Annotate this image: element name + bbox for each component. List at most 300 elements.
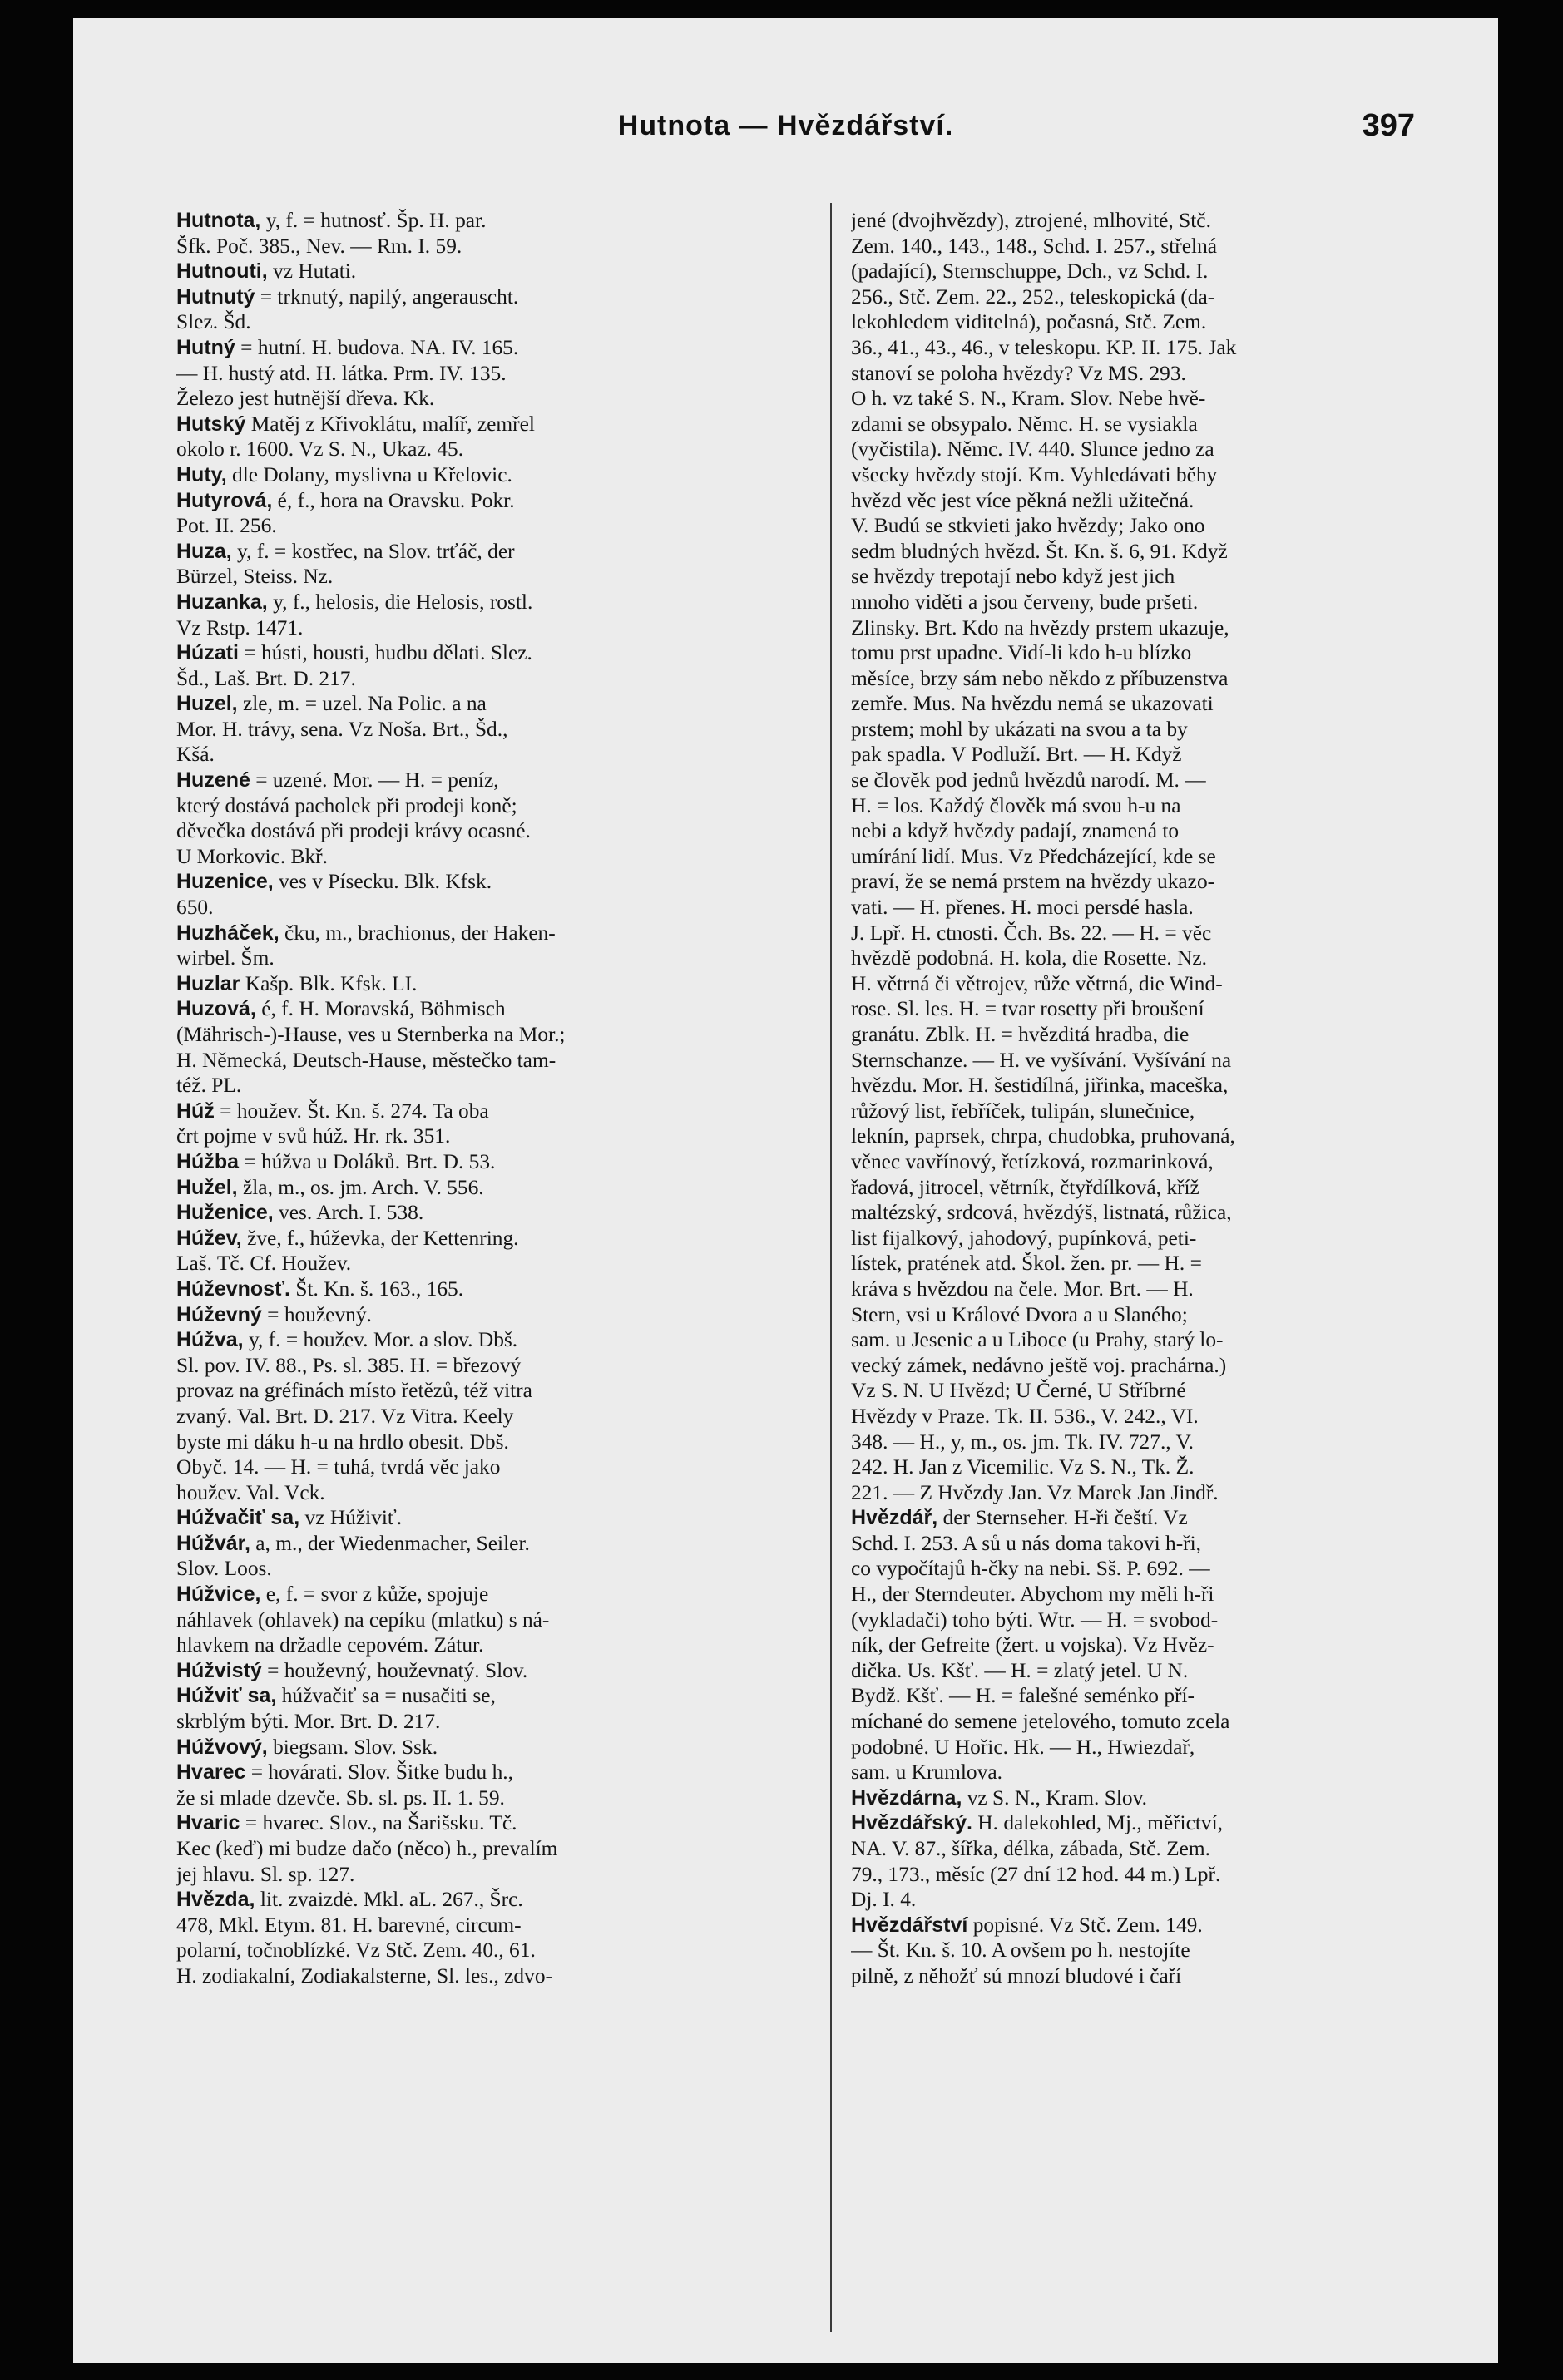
entry-text: (padající), Sternschuppe, Dch., vz Schd. I. <box>851 259 1209 284</box>
entry-text: = trknutý, napilý, angerauscht. <box>255 284 519 309</box>
entry-text: biegsam. Slov. Ssk. <box>267 1735 438 1759</box>
entry-line <box>851 717 1408 743</box>
dictionary-entry <box>176 1175 817 1201</box>
entry-line <box>851 1582 1408 1607</box>
entry-text: co vypočítajů h-čky na nebi. Sš. P. 692. — <box>851 1557 1210 1581</box>
entry-line <box>851 921 1408 946</box>
entry-headword: Húževnosť. <box>176 1276 290 1301</box>
entry-line <box>176 1556 817 1582</box>
entry-text: Dj. I. 4. <box>851 1888 917 1912</box>
entry-text: též. PL. <box>176 1074 242 1098</box>
entry-line <box>851 590 1408 615</box>
entry-line <box>851 869 1408 895</box>
dictionary-entry <box>176 1505 817 1531</box>
entry-text: že si mlade dzevče. Sb. sl. ps. II. 1. 59. <box>176 1785 505 1810</box>
entry-headword: Hvězdářství <box>851 1913 968 1937</box>
entry-line <box>851 666 1408 692</box>
entry-line <box>176 1963 817 1989</box>
entry-headword: Húževný <box>176 1302 262 1326</box>
entry-line <box>176 488 817 514</box>
entry-line <box>851 1480 1408 1506</box>
entry-line <box>851 564 1408 590</box>
entry-line <box>176 1810 817 1836</box>
dictionary-entry <box>176 208 817 259</box>
entry-text: byste mi dáku h-u na hrdlo obesit. Dbš. <box>176 1429 509 1454</box>
entry-text: Zlinsky. Brt. Kdo na hvězdy prstem ukazuje, <box>851 615 1229 639</box>
entry-line <box>851 234 1408 259</box>
entry-line <box>851 259 1408 284</box>
entry-text: Šfk. Poč. 385., Nev. — Rm. I. 59. <box>176 234 462 258</box>
entry-text: měsíce, brzy sám nebo někdo z příbuzenstva <box>851 666 1229 690</box>
entry-headword: Hvězdárna, <box>851 1785 962 1810</box>
entry-line <box>176 895 817 921</box>
entry-line <box>176 1887 817 1913</box>
entry-line <box>176 793 817 819</box>
entry-line <box>851 1810 1408 1836</box>
entry-line <box>851 1531 1408 1557</box>
entry-text: Obyč. 14. — H. = tuhá, tvrdá věc jako <box>176 1455 501 1479</box>
dictionary-entry <box>176 768 817 869</box>
entry-text: Bürzel, Steiss. Nz. <box>176 565 334 589</box>
entry-text: H. Německá, Deutsch-Hause, městečko tam- <box>176 1048 556 1072</box>
entry-line <box>176 691 817 717</box>
entry-text: Vz Rstp. 1471. <box>176 615 304 639</box>
entry-text: dička. Us. Kšť. — H. = zlatý jetel. U N. <box>851 1658 1189 1682</box>
entry-text: Mor. H. trávy, sena. Vz Noša. Brt., Šd., <box>176 717 508 741</box>
entry-text: 221. — Z Hvězdy Jan. Vz Marek Jan Jindř. <box>851 1480 1219 1504</box>
entry-line <box>851 1048 1408 1074</box>
page-number: 397 <box>1362 108 1415 143</box>
entry-text: Kašp. Blk. Kfsk. LI. <box>240 971 418 995</box>
entry-text: růžový list, řebříček, tulipán, slunečnice, <box>851 1099 1195 1123</box>
entry-text: děvečka dostává při prodeji krávy ocasné. <box>176 819 531 843</box>
entry-line <box>851 768 1408 793</box>
entry-text: = hutní. H. budova. NA. IV. 165. <box>235 335 519 359</box>
entry-headword: Huza, <box>176 539 232 563</box>
entry-text: Matěj z Křivoklátu, malíř, zemřel <box>245 412 535 436</box>
entry-line <box>176 869 817 895</box>
entry-text: který dostává pacholek při prodeji koně; <box>176 793 517 817</box>
entry-line <box>851 335 1408 361</box>
dictionary-entry <box>176 1200 817 1226</box>
dictionary-entry <box>176 488 817 539</box>
entry-headword: Huty, <box>176 462 227 486</box>
dictionary-entry <box>176 1302 817 1328</box>
dictionary-entry <box>176 1810 817 1887</box>
entry-text: Pot. II. 256. <box>176 514 277 538</box>
entry-text: = uzené. Mor. — H. = peníz, <box>250 768 499 793</box>
entry-line <box>851 1175 1408 1201</box>
entry-text: 478, Mkl. Etym. 81. H. barevné, circum- <box>176 1913 522 1937</box>
entry-headword: Huzenice, <box>176 870 274 894</box>
entry-line <box>176 1353 817 1379</box>
dictionary-entry <box>176 259 817 284</box>
entry-headword: Hutnota, <box>176 209 261 232</box>
scan-border-left <box>0 0 73 2380</box>
entry-text: = houževný, houževnatý. Slov. <box>261 1658 528 1682</box>
dictionary-entry <box>176 1887 817 1988</box>
entry-text: Schd. I. 253. A sů u nás doma takovi h-ři, <box>851 1531 1202 1555</box>
entry-headword: Húžvačiť sa, <box>176 1506 300 1530</box>
entry-text: = húžva u Doláků. Brt. D. 53. <box>239 1149 496 1173</box>
entry-text: vz Húživiť. <box>299 1506 403 1530</box>
entry-line <box>851 1200 1408 1226</box>
entry-line <box>176 1531 817 1557</box>
entry-text: pilně, z něhožť sú mnozí bludové i čaří <box>851 1963 1182 1987</box>
dictionary-entry <box>176 1099 817 1149</box>
entry-headword: Húž <box>176 1099 215 1123</box>
entry-text: = hvarec. Slov., na Šarišsku. Tč. <box>240 1811 517 1835</box>
entry-text: podobné. U Hořic. Hk. — H., Hwiezdař, <box>851 1735 1195 1759</box>
entry-line <box>851 284 1408 310</box>
entry-text: umírání lidí. Mus. Vz Předcházející, kde se <box>851 844 1216 868</box>
entry-text: sam. u Krumlova. <box>851 1760 1002 1785</box>
dictionary-entry <box>851 1505 1408 1785</box>
entry-line <box>851 946 1408 971</box>
entry-line <box>176 259 817 284</box>
entry-line <box>176 717 817 743</box>
entry-text: 348. — H., y, m., os. jm. Tk. IV. 727., V. <box>851 1429 1194 1454</box>
entry-line <box>176 1226 817 1252</box>
entry-line <box>851 1123 1408 1149</box>
dictionary-entry <box>176 284 817 335</box>
entry-line <box>176 539 817 565</box>
dictionary-entry <box>176 869 817 920</box>
scan-border-top <box>0 0 1563 18</box>
entry-line <box>176 1251 817 1276</box>
entry-headword: Húzati <box>176 641 239 665</box>
entry-line <box>176 590 817 615</box>
entry-text: jené (dvojhvězdy), ztrojené, mlhovité, Stč. <box>851 209 1211 232</box>
entry-text: dle Dolany, myslivna u Křelovic. <box>226 462 512 486</box>
entry-line <box>851 1556 1408 1582</box>
entry-line <box>176 284 817 310</box>
entry-line <box>851 1404 1408 1429</box>
entry-line <box>851 1938 1408 1963</box>
entry-text: polarní, točnoblízké. Vz Stč. Zem. 40., 61. <box>176 1938 536 1963</box>
dictionary-entry <box>176 921 817 971</box>
entry-line <box>176 234 817 259</box>
dictionary-entry <box>176 1582 817 1658</box>
entry-headword: Hutnouti, <box>176 259 268 284</box>
dictionary-entry <box>176 412 817 462</box>
entry-text: ves v Písecku. Blk. Kfsk. <box>273 870 492 894</box>
entry-text: húžvačiť sa = nusačiti se, <box>276 1684 496 1708</box>
entry-line <box>176 1276 817 1302</box>
entry-line <box>176 513 817 539</box>
dictionary-entry <box>176 1760 817 1810</box>
entry-headword: Huzháček, <box>176 921 279 945</box>
entry-text: J. Lpř. H. ctnosti. Čch. Bs. 22. — H. = věc <box>851 921 1212 945</box>
entry-text: řadová, jitrocel, větrník, čtyřdílková, kříž <box>851 1175 1199 1199</box>
entry-text: vecký zámek, nedávno ještě voj. prachárna.) <box>851 1353 1227 1377</box>
entry-text: der Sternseher. H-ři čeští. Vz <box>937 1506 1188 1530</box>
entry-text: y, f. = hutnosť. Šp. H. par. <box>260 209 487 232</box>
entry-text: stanoví se poloha hvězdy? Vz MS. 293. <box>851 361 1186 385</box>
entry-text: skrblým býti. Mor. Brt. D. 217. <box>176 1710 441 1734</box>
entry-line <box>851 208 1408 234</box>
right-column <box>851 208 1408 1989</box>
entry-text: Vz S. N. U Hvězd; U Černé, U Stříbrné <box>851 1379 1186 1403</box>
entry-line <box>176 1607 817 1633</box>
entry-text: NA. V. 87., šířka, délka, zábada, Stč. Zem. <box>851 1837 1211 1860</box>
entry-text: Sternschanze. — H. ve vyšívání. Vyšívání na <box>851 1048 1232 1072</box>
entry-text: 36., 41., 43., 46., v teleskopu. KP. II. 175. Jak <box>851 335 1237 359</box>
entry-line <box>176 1378 817 1404</box>
entry-headword: Hvaric <box>176 1811 240 1835</box>
entry-line <box>176 335 817 361</box>
entry-text: H. dalekohled, Mj., měřictví, <box>972 1811 1224 1835</box>
entry-line <box>176 971 817 997</box>
entry-text: H. větrná či větrojev, růže větrná, die Wind- <box>851 971 1223 995</box>
entry-line <box>176 1454 817 1480</box>
entry-line <box>176 818 817 844</box>
entry-line <box>176 996 817 1022</box>
entry-headword: Hutný <box>176 335 235 359</box>
entry-line <box>176 1123 817 1149</box>
entry-headword: Huzené <box>176 768 250 793</box>
entry-text: wirbel. Šm. <box>176 946 275 970</box>
column-divider <box>830 203 832 2332</box>
dictionary-entry <box>176 539 817 590</box>
entry-headword: Hutyrová, <box>176 488 273 512</box>
entry-headword: Húžev, <box>176 1226 242 1250</box>
entry-text: žve, f., húževka, der Kettenring. <box>241 1226 519 1250</box>
entry-line <box>851 1149 1408 1175</box>
entry-line <box>851 615 1408 641</box>
dictionary-entry <box>176 1735 817 1760</box>
entry-text: hvězdě podobná. H. kola, die Rosette. Nz. <box>851 946 1207 970</box>
entry-line <box>176 1683 817 1709</box>
entry-line <box>176 386 817 412</box>
entry-text: hlavkem na držadle cepovém. Zátur. <box>176 1633 484 1657</box>
entry-line <box>851 462 1408 488</box>
entry-line <box>851 412 1408 437</box>
entry-text: pak spadla. V Podluží. Brt. — H. Když <box>851 743 1182 767</box>
entry-headword: Hutnutý <box>176 284 255 309</box>
entry-line <box>851 1022 1408 1048</box>
entry-text: se hvězdy trepotají nebo když jest jich <box>851 565 1175 589</box>
entry-text: 79., 173., měsíc (27 dní 12 hod. 44 m.) Lpř. <box>851 1862 1221 1886</box>
entry-line <box>176 1175 817 1201</box>
entry-headword: Hvarec <box>176 1760 246 1785</box>
entry-headword: Huzanka, <box>176 590 268 614</box>
entry-text: H., der Sterndeuter. Abychom my měli h-ři <box>851 1583 1214 1607</box>
entry-line <box>176 1658 817 1684</box>
dictionary-entry <box>176 590 817 640</box>
entry-headword: Húžviť sa, <box>176 1684 277 1708</box>
entry-line <box>176 1302 817 1328</box>
entry-text: maltézský, srdcová, hvězdýš, listnatá, růžica, <box>851 1201 1232 1225</box>
entry-line <box>851 488 1408 514</box>
entry-text: = hústi, housti, hudbu dělati. Slez. <box>239 641 532 665</box>
entry-line <box>176 462 817 488</box>
entry-text: lístek, pratének atd. Škol. žen. pr. — H. = <box>851 1252 1202 1276</box>
entry-line <box>851 818 1408 844</box>
entry-headword: Húžvistý <box>176 1658 262 1682</box>
entry-line <box>176 1785 817 1811</box>
entry-headword: Huzlar <box>176 971 240 995</box>
entry-line <box>851 691 1408 717</box>
entry-text: y, f. = kostřec, na Slov. trťáč, der <box>231 539 515 563</box>
entry-line <box>176 640 817 666</box>
entry-text: Hvězdy v Praze. Tk. II. 536., V. 242., VI. <box>851 1404 1199 1428</box>
entry-text: 256., Stč. Zem. 22., 252., teleskopická (da- <box>851 284 1215 309</box>
entry-line <box>176 412 817 437</box>
entry-text: U Morkovic. Bkř. <box>176 844 328 868</box>
entry-line <box>851 1226 1408 1252</box>
entry-line <box>176 921 817 946</box>
entry-line <box>851 895 1408 921</box>
entry-text: list fijalkový, jahodový, pupínková, peti- <box>851 1226 1197 1250</box>
entry-line <box>176 1327 817 1353</box>
entry-text: ník, der Gefreite (žert. u vojska). Vz Hvěz- <box>851 1633 1214 1657</box>
entry-text: Laš. Tč. Cf. Houžev. <box>176 1252 352 1276</box>
entry-text: lekohledem viditelná), počasná, Stč. Zem. <box>851 310 1207 334</box>
dictionary-entry <box>176 335 817 412</box>
entry-text: tomu prst upadne. Vidí-li kdo h-u blízko <box>851 641 1192 665</box>
entry-text: prstem; mohl by ukázati na svou a ta by <box>851 717 1188 741</box>
entry-text: zle, m. = uzel. Na Polic. a na <box>237 692 487 716</box>
entry-line <box>851 386 1408 412</box>
dictionary-entry <box>176 691 817 768</box>
entry-line <box>176 361 817 387</box>
dictionary-entry <box>176 462 817 488</box>
entry-text: kráva s hvězdou na čele. Mor. Brt. — H. <box>851 1276 1194 1301</box>
entry-line <box>851 971 1408 997</box>
dictionary-entry <box>851 1785 1408 1811</box>
entry-line <box>176 1836 817 1862</box>
entry-line <box>851 1658 1408 1684</box>
entry-headword: Hvězda, <box>176 1888 255 1912</box>
entry-line <box>851 844 1408 870</box>
entry-headword: Hvězdář, <box>851 1506 938 1530</box>
entry-line <box>851 1632 1408 1658</box>
entry-line <box>176 946 817 971</box>
entry-line <box>851 1099 1408 1124</box>
entry-line <box>176 1862 817 1888</box>
entry-line <box>851 1454 1408 1480</box>
entry-line <box>851 1735 1408 1760</box>
entry-text: y, f., helosis, die Helosis, rostl. <box>267 590 533 614</box>
entry-line <box>176 208 817 234</box>
entry-line <box>176 1200 817 1226</box>
entry-line <box>851 1429 1408 1455</box>
entry-headword: Huženice, <box>176 1201 274 1225</box>
entry-line <box>176 1073 817 1099</box>
entry-text: se člověk pod jednů hvězdů narodí. M. — <box>851 768 1206 793</box>
entry-text: míchané do semene jetelového, tomuto zcela <box>851 1710 1230 1734</box>
dictionary-entry <box>176 1276 817 1302</box>
entry-text: y, f. = houžev. Mor. a slov. Dbš. <box>243 1328 518 1352</box>
entry-text: sam. u Jesenic a u Liboce (u Prahy, starý lo- <box>851 1328 1224 1352</box>
entry-text: vz Hutati. <box>267 259 357 284</box>
entry-line <box>176 1505 817 1531</box>
dictionary-entry <box>176 640 817 691</box>
entry-line <box>851 1353 1408 1379</box>
scan-border-bottom <box>0 2363 1563 2380</box>
entry-line <box>851 1760 1408 1785</box>
entry-text: (vykladači) toho býti. Wtr. — H. = svobod- <box>851 1607 1219 1632</box>
entry-line <box>851 1073 1408 1099</box>
entry-line <box>851 1862 1408 1888</box>
dictionary-entry <box>851 1913 1408 1989</box>
entry-text: (Mährisch-)-Hause, ves u Sternberka na Mor.; <box>176 1023 566 1046</box>
running-header: Hutnota — Hvězdářství. <box>617 110 954 141</box>
entry-line <box>176 1632 817 1658</box>
entry-text: náhlavek (ohlavek) na cepíku (mlatku) s ná- <box>176 1607 550 1632</box>
entry-text: hvězdu. Mor. H. šestidílná, jiřinka, maceška, <box>851 1074 1229 1098</box>
entry-line <box>851 1785 1408 1811</box>
entry-line <box>176 1913 817 1938</box>
entry-text: praví, že se nemá prstem na hvězdy ukazo- <box>851 870 1215 894</box>
entry-text: leknín, paprsek, chrpa, chudobka, pruhovaná, <box>851 1124 1235 1148</box>
entry-text: O h. vz také S. N., Kram. Slov. Nebe hvě- <box>851 387 1206 411</box>
entry-line <box>176 615 817 641</box>
entry-line <box>176 309 817 335</box>
entry-text: okolo r. 1600. Vz S. N., Ukaz. 45. <box>176 437 464 462</box>
entry-text: houžev. Val. Vck. <box>176 1480 325 1504</box>
entry-text: H. zodiakalní, Zodiakalsterne, Sl. les., zdvo- <box>176 1963 552 1987</box>
entry-text: Šd., Laš. Brt. D. 217. <box>176 666 356 690</box>
entry-text: 650. <box>176 896 214 920</box>
entry-text: 242. H. Jan z Vicemilic. Vz S. N., Tk. Ž. <box>851 1455 1195 1479</box>
entry-line <box>851 1251 1408 1276</box>
entry-headword: Huzová, <box>176 997 256 1021</box>
entry-text: věnec vavřínový, řetízková, rozmarinková, <box>851 1149 1214 1173</box>
entry-line <box>176 1709 817 1735</box>
dictionary-entry <box>851 1810 1408 1912</box>
entry-text: granátu. Zblk. H. = hvězditá hradba, die <box>851 1023 1190 1046</box>
entry-line <box>176 1404 817 1429</box>
entry-line <box>851 1709 1408 1735</box>
dictionary-entry <box>176 1149 817 1175</box>
entry-line <box>851 640 1408 666</box>
entry-text: é, f. H. Moravská, Böhmisch <box>255 997 506 1021</box>
dictionary-entry <box>176 1226 817 1276</box>
entry-headword: Hvězdářský. <box>851 1811 972 1835</box>
entry-line <box>176 1938 817 1963</box>
dictionary-entry <box>176 1531 817 1582</box>
entry-headword: Húžva, <box>176 1328 244 1352</box>
entry-text: = houževný. <box>261 1302 372 1326</box>
entry-line <box>851 361 1408 387</box>
entry-line <box>176 1149 817 1175</box>
entry-text: zvaný. Val. Brt. D. 217. Vz Vitra. Keely <box>176 1404 514 1428</box>
entry-line <box>851 996 1408 1022</box>
entry-line <box>851 309 1408 335</box>
entry-line <box>851 1887 1408 1913</box>
entry-text: jej hlavu. Sl. sp. 127. <box>176 1862 355 1886</box>
entry-line <box>851 1836 1408 1862</box>
entry-headword: Húžba <box>176 1149 239 1173</box>
entry-text: a, m., der Wiedenmacher, Seiler. <box>250 1531 530 1555</box>
entry-line <box>176 1760 817 1785</box>
dictionary-entry <box>176 1327 817 1505</box>
entry-text: (vyčistila). Němc. IV. 440. Slunce jedno za <box>851 437 1214 462</box>
entry-text: vati. — H. přenes. H. moci persdé hasla. <box>851 896 1194 920</box>
entry-text: vz S. N., Kram. Slov. <box>962 1785 1148 1810</box>
entry-headword: Húžvový, <box>176 1735 268 1759</box>
entry-text: = houžev. Št. Kn. š. 274. Ta oba <box>214 1099 489 1123</box>
entry-text: zdami se obsypalo. Němc. H. se vysiakla <box>851 412 1198 436</box>
entry-line <box>176 1582 817 1607</box>
entry-line <box>851 1913 1408 1938</box>
entry-line <box>851 1607 1408 1633</box>
entry-text: Železo jest hutnější dřeva. Kk. <box>176 387 435 411</box>
entry-line <box>176 844 817 870</box>
paper-sheet <box>73 18 1498 2363</box>
